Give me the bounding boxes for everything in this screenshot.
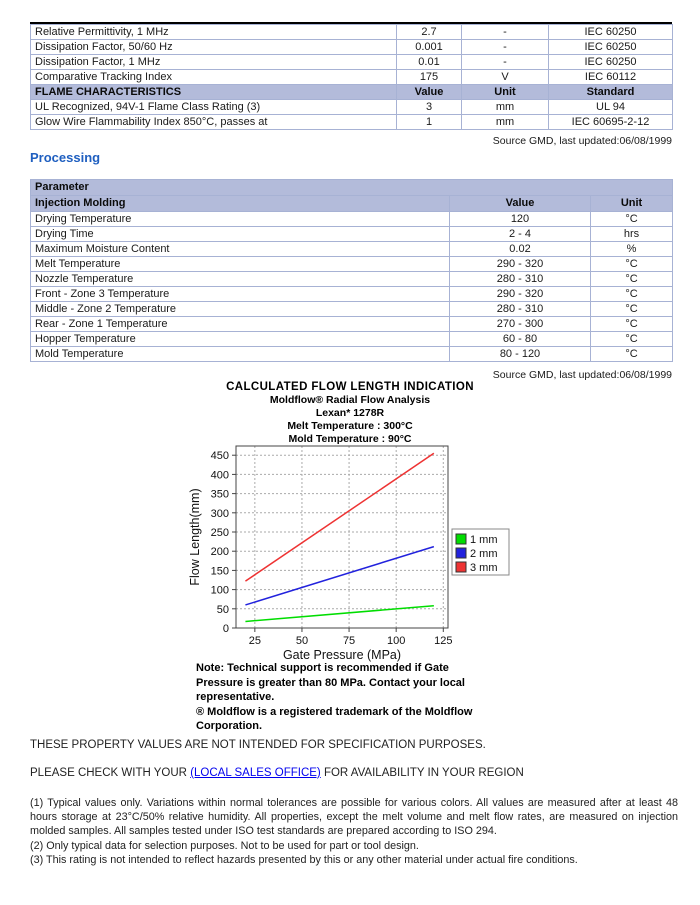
standard-header-cell: Standard [549,85,673,100]
value-header-cell: Value [397,85,462,100]
parameter-name-cell: Melt Temperature [31,257,450,272]
parameter-name-cell: Hopper Temperature [31,332,450,347]
section-header-cell: FLAME CHARACTERISTICS [31,85,397,100]
availability-line [30,767,524,779]
x-tick-label: 125 [434,635,453,647]
property-value-cell: 0.001 [397,40,462,55]
parameter-value-cell: 290 - 320 [450,257,591,272]
y-tick-label: 350 [210,488,229,501]
injection-molding-header-cell: Injection Molding [31,196,450,212]
flow-length-chart [185,443,520,673]
table-row [31,317,673,332]
table-row [31,55,673,70]
parameter-unit-cell: °C [591,332,673,347]
property-standard-cell: IEC 60250 [549,40,673,55]
parameter-unit-cell: °C [591,317,673,332]
y-tick-label: 200 [210,546,229,559]
parameter-unit-cell: °C [591,287,673,302]
y-tick-label: 0 [222,623,229,635]
unit-header-cell: Unit [462,85,549,100]
series-line-2mm [245,547,433,605]
availability-suffix: FOR AVAILABILITY IN YOUR REGION [320,767,524,779]
chart-mold-temp-line: Mold Temperature : 90°C [288,433,412,445]
flame-characteristics-header-row [31,85,673,100]
property-name-cell: Comparative Tracking Index [31,70,397,85]
y-tick-label: 150 [210,565,229,578]
parameter-name-cell: Maximum Moisture Content [31,242,450,257]
parameter-unit-cell: °C [591,272,673,287]
property-value-cell: 3 [397,100,462,115]
table-row [31,257,673,272]
local-sales-office-link[interactable]: (LOCAL SALES OFFICE) [190,767,321,779]
x-tick-label: 50 [295,635,309,647]
property-name-cell: Relative Permittivity, 1 MHz [31,25,397,40]
processing-section-heading: Processing [30,150,101,165]
parameter-name-cell: Middle - Zone 2 Temperature [31,302,450,317]
parameter-name-cell: Drying Temperature [31,212,450,227]
property-standard-cell: IEC 60695-2-12 [549,115,673,130]
table-row [31,242,673,257]
table-row [31,332,673,347]
table-row [31,212,673,227]
x-tick-label: 75 [342,635,356,647]
y-tick-label: 250 [210,527,229,540]
series-line-3mm [245,453,433,581]
x-tick-label: 25 [248,635,261,647]
parameter-value-cell: 0.02 [450,242,591,257]
chart-note [196,661,476,734]
parameter-unit-cell: °C [591,347,673,362]
table-row [31,40,673,55]
source-note: Source GMD, last updated:06/08/1999 [492,135,672,147]
property-name-cell: UL Recognized, 94V-1 Flame Class Rating (3) [31,100,397,115]
property-name-cell: Glow Wire Flammability Index 850°C, passes at [31,115,397,130]
table-row [31,302,673,317]
parameter-value-cell: 280 - 310 [450,302,591,317]
table-row [31,115,673,130]
y-tick-label: 450 [210,450,229,463]
x-axis-title: Gate Pressure (MPa) [282,648,402,662]
property-unit-cell: mm [462,115,549,130]
property-standard-cell: IEC 60112 [549,70,673,85]
unit-header-cell: Unit [591,196,673,212]
parameter-name-cell: Mold Temperature [31,347,450,362]
table-row [31,272,673,287]
chart-melt-temp-line: Melt Temperature : 300°C [287,420,413,432]
parameter-name-cell: Nozzle Temperature [31,272,450,287]
parameter-unit-cell: % [591,242,673,257]
parameter-value-cell: 270 - 300 [450,317,591,332]
table-row [31,25,673,40]
parameter-value-cell: 60 - 80 [450,332,591,347]
property-unit-cell: V [462,70,549,85]
chart-note-line: representative. [196,691,275,704]
table-row [31,70,673,85]
parameter-name-cell: Front - Zone 3 Temperature [31,287,450,302]
chart-subtitle: Moldflow® Radial Flow Analysis [269,394,431,406]
footnote-1: (1) Typical values only. Variations within normal tolerances are possible for various colors. All values are measured after at least 48 hours storage at 23°C/50% relative humidity. All properties, except the melt volume and melt flow rates, are measured on injection molded samples. All samples tested under ISO test standards are prepared according to ISO 294. [30,797,678,838]
specification-disclaimer: THESE PROPERTY VALUES ARE NOT INTENDED FOR SPECIFICATION PURPOSES. [30,739,486,751]
y-tick-label: 100 [210,584,229,597]
chart-note-line: Corporation. [196,720,262,733]
availability-prefix: PLEASE CHECK WITH YOUR [30,767,191,779]
chart-note-line: ® Moldflow is a registered trademark of the Moldflow [196,705,473,718]
legend-swatch-2mm [456,548,466,558]
parameter-unit-cell: °C [591,212,673,227]
chart-note-line: Note: Technical support is recommended if Gate [196,662,449,674]
x-tick-label: 100 [386,635,406,647]
chart-title-block [100,381,600,445]
parameter-value-cell: 280 - 310 [450,272,591,287]
property-name-cell: Dissipation Factor, 1 MHz [31,55,397,70]
injection-molding-header-row [31,196,673,212]
footnote-2: (2) Only typical data for selection purposes. Not to be used for part or tool design. [30,839,419,852]
property-standard-cell: IEC 60250 [549,25,673,40]
parameter-value-cell: 120 [450,212,591,227]
property-value-cell: 0.01 [397,55,462,70]
legend-label: 1 mm [470,534,498,546]
parameter-name-cell: Drying Time [31,227,450,242]
parameter-unit-cell: °C [591,302,673,317]
y-tick-label: 50 [216,603,229,616]
legend-label: 2 mm [470,548,498,560]
property-standard-cell: IEC 60250 [549,55,673,70]
y-tick-label: 400 [210,469,229,482]
chart-title: CALCULATED FLOW LENGTH INDICATION [226,381,474,393]
parameter-value-cell: 80 - 120 [450,347,591,362]
parameter-header-cell: Parameter [31,180,673,196]
property-standard-cell: UL 94 [549,100,673,115]
parameter-unit-cell: hrs [591,227,673,242]
source-note: Source GMD, last updated:06/08/1999 [492,369,672,381]
series-line-1mm [245,606,433,622]
property-unit-cell: - [462,40,549,55]
parameter-name-cell: Rear - Zone 1 Temperature [31,317,450,332]
property-value-cell: 175 [397,70,462,85]
property-name-cell: Dissipation Factor, 50/60 Hz [31,40,397,55]
y-axis-title: Flow Length(mm) [188,488,202,586]
legend-swatch-1mm [456,534,466,544]
chart-note-line: Pressure is greater than 80 MPa. Contact your local [196,676,465,689]
property-unit-cell: mm [462,100,549,115]
legend-swatch-3mm [456,562,466,572]
footnote-3: (3) This rating is not intended to reflect hazards presented by this or any other material under actual fire conditions. [30,853,578,866]
parameter-value-cell: 2 - 4 [450,227,591,242]
table-row [31,100,673,115]
table-row [31,287,673,302]
property-value-cell: 1 [397,115,462,130]
parameter-header-row [31,180,673,196]
parameter-value-cell: 290 - 320 [450,287,591,302]
property-value-cell: 2.7 [397,25,462,40]
plot-frame [236,446,448,628]
chart-material-line: Lexan* 1278R [315,407,385,419]
legend-label: 3 mm [470,562,498,574]
injection-molding-table [30,179,673,362]
parameter-unit-cell: °C [591,257,673,272]
property-unit-cell: - [462,25,549,40]
property-unit-cell: - [462,55,549,70]
table-row [31,347,673,362]
table-row [31,227,673,242]
footnotes-block [30,796,678,867]
value-header-cell: Value [450,196,591,212]
y-tick-label: 300 [210,507,229,520]
electrical-flame-properties-table [30,24,673,130]
